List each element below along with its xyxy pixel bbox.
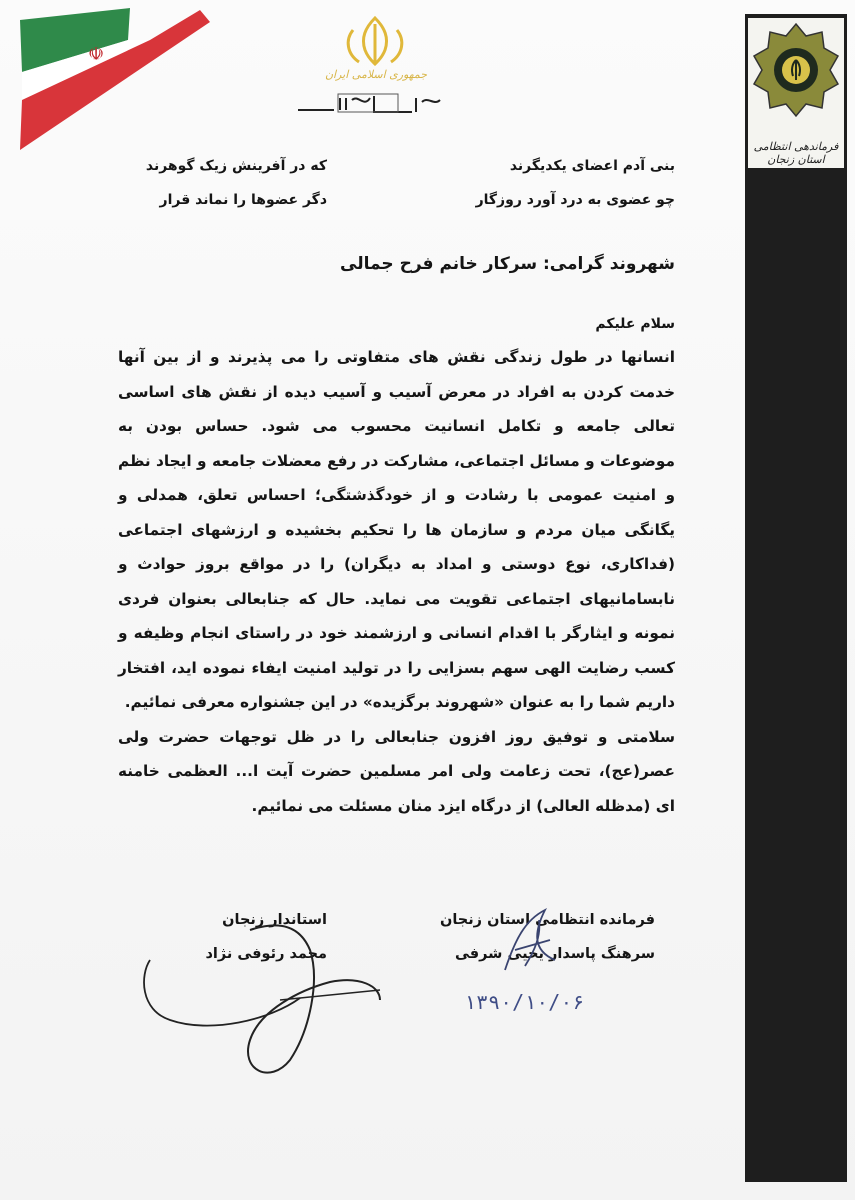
handwritten-date: ۱۳۹۰/۱۰/۰۶ xyxy=(464,990,585,1014)
recipient-salutation: شهروند گرامی: سرکار خانم فرح جمالی xyxy=(340,254,675,274)
side-strip xyxy=(745,14,847,1182)
greeting: سلام علیکم xyxy=(595,316,675,332)
iran-flag-icon xyxy=(0,0,220,170)
signer-left-title: استاندار زنجان xyxy=(222,912,327,928)
signer-left-name: محمد رئوفی نژاد xyxy=(205,946,327,962)
letter-body xyxy=(118,340,675,823)
poem-line-1-left: که در آفرینش زیک گوهرند xyxy=(145,158,327,174)
handwritten-signature-left xyxy=(130,890,390,1090)
emblem-caption: فرماندهی انتظامی استان زنجان xyxy=(753,140,839,166)
handwritten-signature-right xyxy=(495,900,565,980)
emblem-label: جمهوری اسلامی ایران xyxy=(324,68,428,81)
svg-text:☫: ☫ xyxy=(88,44,105,65)
bismillah-calligraphy xyxy=(294,90,444,116)
poem-line-2-right: چو عضوی به درد آورد روزگار xyxy=(475,192,675,208)
body-paragraph-1: انسانها در طول زندگی نقش های متفاوتی را می پذیرند و از بین آنها خدمت کردن به افراد در معرض آسیب و آسیب دیده از نقش های اساسی تعالی جامعه و تکامل انسانیت محسوب می شود. حساس بودن به موضوعات و مسائل اجتماعی، مشارکت در رفع معضلات جامعه و ایجاد نظم و امنیت عمومی با رشادت و از خودگذشتگی؛ احساس تعلق، همدلی و یگانگی میان مردم و سازمان ها را تحکیم بخشیده و ارزشهای اجتماعی (فداکاری، نوع دوستی و امداد به دیگران) را در مواقع بروز حوادث و نابسامانیهای اجتماعی تقویت می نماید. حال که جنابعالی بعنوان فردی نمونه و ایثارگر با اقدام انسانی و ارزشمند خود در راستای انجام وظیفه و کسب رضایت الهی سهم بسزایی را در تولید امنیت ایفاء نموده اید، افتخار داریم شما را به عنوان «شهروند برگزیده» در این جشنواره معرفی نمائیم. xyxy=(118,348,675,711)
signer-right-name: سرهنگ پاسدار یحیی شرفی xyxy=(454,946,655,962)
signer-right-title: فرمانده انتظامی استان زنجان xyxy=(439,912,655,928)
body-paragraph-2: سلامتی و توفیق روز افزون جنابعالی را در ظل توجهات حضرت ولی عصر(عج)، تحت زعامت ولی امر مسلمین حضرت آیت ا... العظمی خامنه ای (مدظله العالی) از درگاه ایزد منان مسئلت می نمائیم. xyxy=(118,727,675,815)
poem-line-2-left: دگر عضوها را نماند قرار xyxy=(159,192,327,208)
poem-line-1-right: بنی آدم اعضای یکدیگرند xyxy=(509,158,675,174)
police-emblem-icon xyxy=(748,18,844,138)
iran-emblem-icon xyxy=(335,14,415,68)
